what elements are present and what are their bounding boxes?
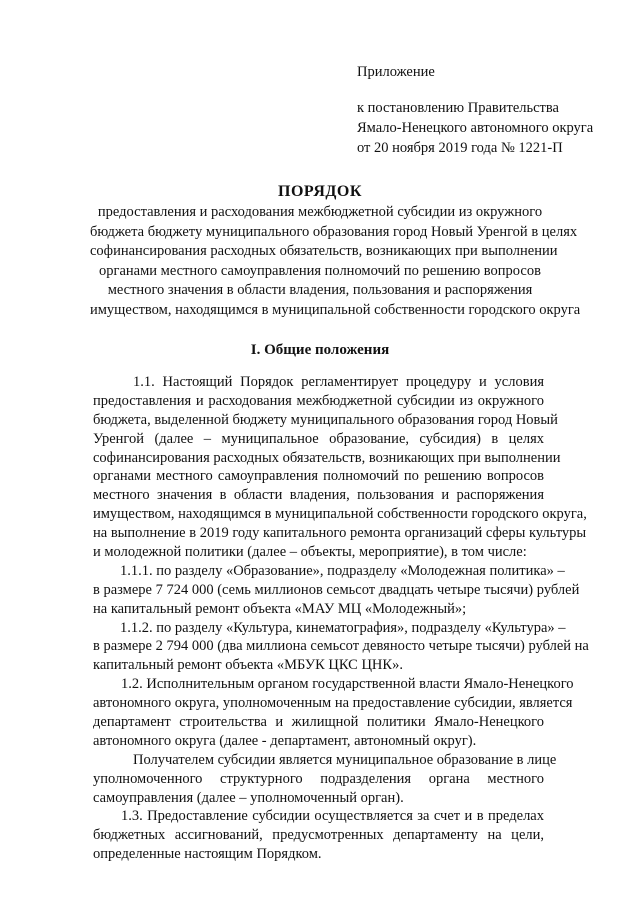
body-line: софинансирования расходных обязательств, возникающих при выполнении	[93, 449, 561, 466]
section-title: I. Общие положения	[250, 342, 390, 358]
appendix-line: Ямало-Ненецкого автономного округа	[357, 120, 594, 136]
body-line: 1.1.2. по разделу «Культура, кинематография», подразделу «Культура» –	[120, 619, 566, 636]
body-line: на выполнение в 2019 году капитального ремонта организаций сферы культуры	[93, 525, 587, 542]
subtitle-line: бюджета бюджету муниципального образования город Новый Уренгой в целях	[90, 223, 578, 240]
body-line: предоставления и расходования межбюджетной субсидии из окружного	[93, 392, 544, 409]
body-line: определенные настоящим Порядком.	[93, 846, 322, 863]
subtitle-line: имуществом, находящимся в муниципальной собственности городского округа	[90, 301, 581, 318]
body-line: 1.3. Предоставление субсидии осуществляется за счет и в пределах	[121, 808, 544, 825]
appendix-line: от 20 ноября 2019 года № 1221-П	[357, 140, 563, 156]
body-line: 1.1. Настоящий Порядок регламентирует процедуру и условия	[133, 374, 544, 390]
subtitle-line: органами местного самоуправления полномочий по решению вопросов	[99, 262, 541, 279]
body-line: имуществом, находящимся в муниципальной собственности городского округа,	[93, 506, 587, 523]
body-line: капитальный ремонт объекта «МБУК ЦКС ЦНК».	[93, 657, 403, 674]
appendix-title: Приложение	[357, 64, 435, 80]
body-line: и молодежной политики (далее – объекты, мероприятие), в том числе:	[93, 544, 527, 561]
document-body	[93, 373, 589, 864]
subtitle-line: предоставления и расходования межбюджетной субсидии из окружного	[97, 204, 543, 220]
body-line: в размере 7 724 000 (семь миллионов семьсот двадцать четыре тысячи) рублей	[93, 581, 580, 598]
body-line: самоуправления (далее – уполномоченный орган).	[93, 789, 404, 806]
body-line: уполномоченного структурного подразделения органа местного	[93, 770, 544, 787]
appendix-line: к постановлению Правительства	[357, 100, 559, 116]
body-line: 1.2. Исполнительным органом государственной власти Ямало-Ненецкого	[121, 676, 574, 693]
body-line: органами местного самоуправления полномочий по решению вопросов	[93, 468, 544, 485]
body-line: местного значения в области владения, пользования и распоряжения	[93, 487, 544, 504]
subtitle-line: софинансирования расходных обязательств, возникающих при выполнении	[90, 243, 558, 259]
body-line: автономного округа (далее - департамент, автономный округ).	[93, 732, 477, 749]
body-line: бюджета, выделенной бюджету муниципального образования город Новый	[93, 411, 558, 428]
document-heading: ПОРЯДОК	[278, 183, 362, 200]
body-line: Получателем субсидии является муниципальное образование в лице	[133, 751, 557, 768]
body-line: на капитальный ремонт объекта «МАУ МЦ «Молодежный»;	[93, 600, 467, 617]
body-line: бюджетных ассигнований, предусмотренных департаменту на цели,	[93, 827, 544, 844]
body-line: 1.1.1. по разделу «Образование», подразделу «Молодежная политика» –	[120, 562, 565, 579]
body-line: автономного округа, уполномоченным на предоставление субсидии, является	[93, 695, 573, 712]
subtitle-line: местного значения в области владения, пользования и распоряжения	[107, 282, 533, 298]
document-subtitle	[90, 203, 581, 320]
body-line: Уренгой (далее – муниципальное образование, субсидия) в целях	[93, 430, 544, 447]
body-line: департамент строительства и жилищной политики Ямало-Ненецкого	[93, 714, 544, 731]
body-line: в размере 2 794 000 (два миллиона семьсот девяносто четыре тысячи) рублей на	[93, 638, 589, 655]
